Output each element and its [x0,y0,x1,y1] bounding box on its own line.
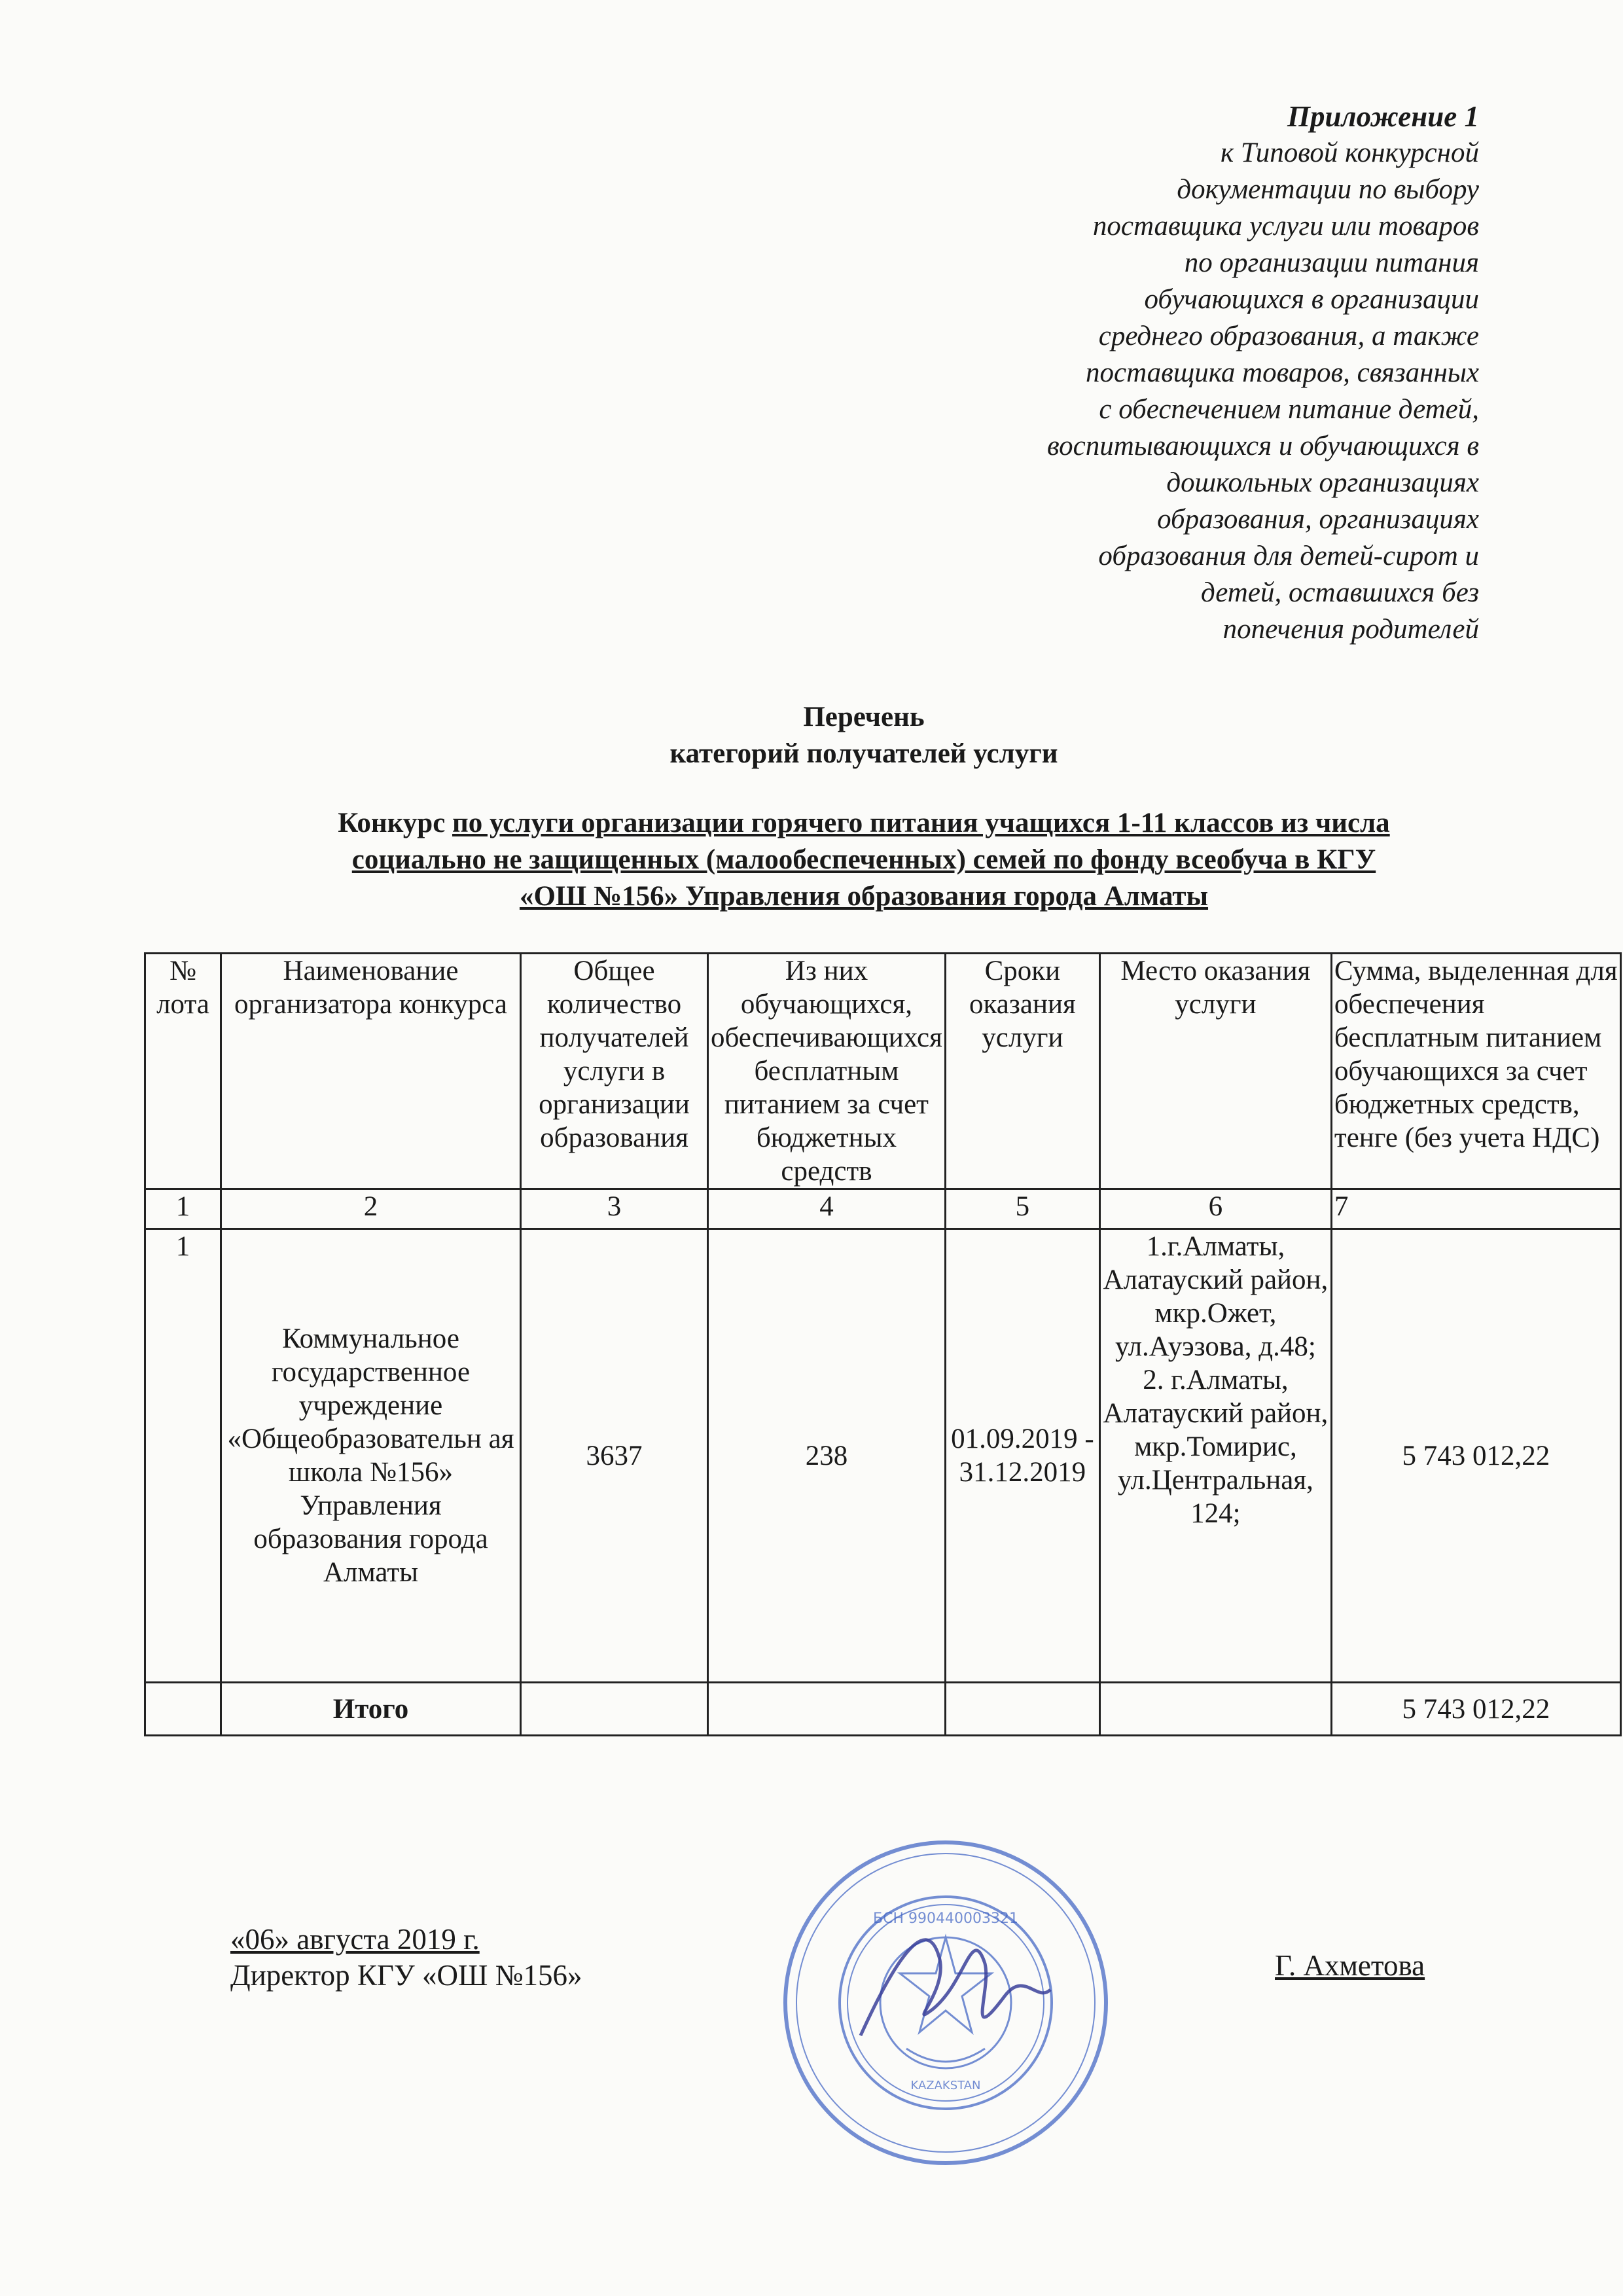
seal-emblem-text: KAZAKSTAN [910,2079,981,2092]
table-header-row [145,954,1621,1189]
total-label: Итого [221,1683,521,1736]
header-period: Сроки оказания услуги [945,954,1099,1189]
header-free-meal-students: Из них обучающихся, обеспечивающихся бесплатным питанием за счет бюджетных средств [708,954,946,1189]
contest-line-2: социально не защищенных (малообеспеченных) семей по фонду всеобуча в КГУ [351,844,1376,875]
cell-organizer: Коммунальное государственное учреждение «Общеобразовательн ая школа №156» Управления образования города Алматы [221,1229,521,1683]
total-amount: 5 743 012,22 [1331,1683,1620,1736]
signatory-name: Г. Ахметова [1275,1949,1425,1982]
signature-stroke [861,1940,1050,2036]
official-seal [776,1833,1116,2173]
header-organizer: Наименование организатора конкурса [221,954,521,1189]
cell-lot: 1 [145,1229,221,1683]
cell-total-recipients: 3637 [521,1229,708,1683]
appendix-block [851,98,1479,648]
column-number: 2 [221,1189,521,1229]
title-line-2: категорий получателей услуги [669,738,1058,769]
column-number: 7 [1331,1189,1620,1229]
total-empty [145,1683,221,1736]
total-empty [1099,1683,1331,1736]
column-number: 3 [521,1189,708,1229]
cell-place: 1.г.Алматы, Алатауский район, мкр.Ожет, ул.Ауэзова, д.48; 2. г.Алматы, Алатауский район, мкр.Томирис, ул.Центральная, 124; [1099,1229,1331,1683]
cell-amount: 5 743 012,22 [1331,1229,1620,1683]
header-total-recipients: Общее количество получателей услуги в организации образования [521,954,708,1189]
total-empty [521,1683,708,1736]
seal-bin-text: БСН 990440003321 [873,1910,1018,1927]
contest-subject: по услуги организации горячего питания учащихся 1-11 классов из числа [452,808,1390,838]
appendix-line: документации по выбору [1177,174,1479,205]
director-title: Директор КГУ «ОШ №156» [230,1959,582,1992]
appendix-line: среднего образования, а также [1098,321,1479,351]
appendix-line: детей, оставшихся без [1201,577,1479,608]
appendix-line: к Типовой конкурсной [1221,137,1479,168]
appendix-line: дошкольных организациях [1166,467,1479,498]
appendix-line: поставщика товаров, связанных [1086,357,1479,388]
column-number: 1 [145,1189,221,1229]
column-number: 4 [708,1189,946,1229]
appendix-line: попечения родителей [1222,614,1479,645]
contest-description [196,805,1531,915]
cell-free-meal-students: 238 [708,1229,946,1683]
signing-date: «06» августа 2019 г. [230,1923,480,1956]
appendix-line: образования для детей-сирот и [1098,541,1479,571]
document-title [0,699,1623,772]
total-empty [708,1683,946,1736]
header-place: Место оказания услуги [1099,954,1331,1189]
contest-line-1 [196,805,1531,842]
appendix-line: поставщика услуги или товаров [1092,211,1479,242]
cell-period: 01.09.2019 - 31.12.2019 [945,1229,1099,1683]
header-amount: Сумма, выделенная для обеспечения бесплатным питанием обучающихся за счет бюджетных средств, тенге (без учета НДС) [1331,954,1620,1189]
title-line-1: Перечень [803,702,925,732]
column-number: 5 [945,1189,1099,1229]
table-number-row [145,1189,1621,1229]
column-number: 6 [1099,1189,1331,1229]
appendix-line: воспитывающихся и обучающихся в [1047,431,1479,461]
table-total-row [145,1683,1621,1736]
table-row [145,1229,1621,1683]
appendix-line: по организации питания [1184,247,1479,278]
total-empty [945,1683,1099,1736]
appendix-heading: Приложение 1 [1287,100,1479,133]
appendix-line: обучающихся в организации [1144,284,1479,315]
contest-line-3: «ОШ №156» Управления образования города Алматы [519,881,1209,912]
recipients-table [144,952,1622,1736]
contest-prefix: Конкурс [338,808,453,838]
appendix-line: образования, организациях [1157,504,1479,535]
header-lot: № лота [145,954,221,1189]
appendix-line: с обеспечением питание детей, [1099,394,1479,425]
